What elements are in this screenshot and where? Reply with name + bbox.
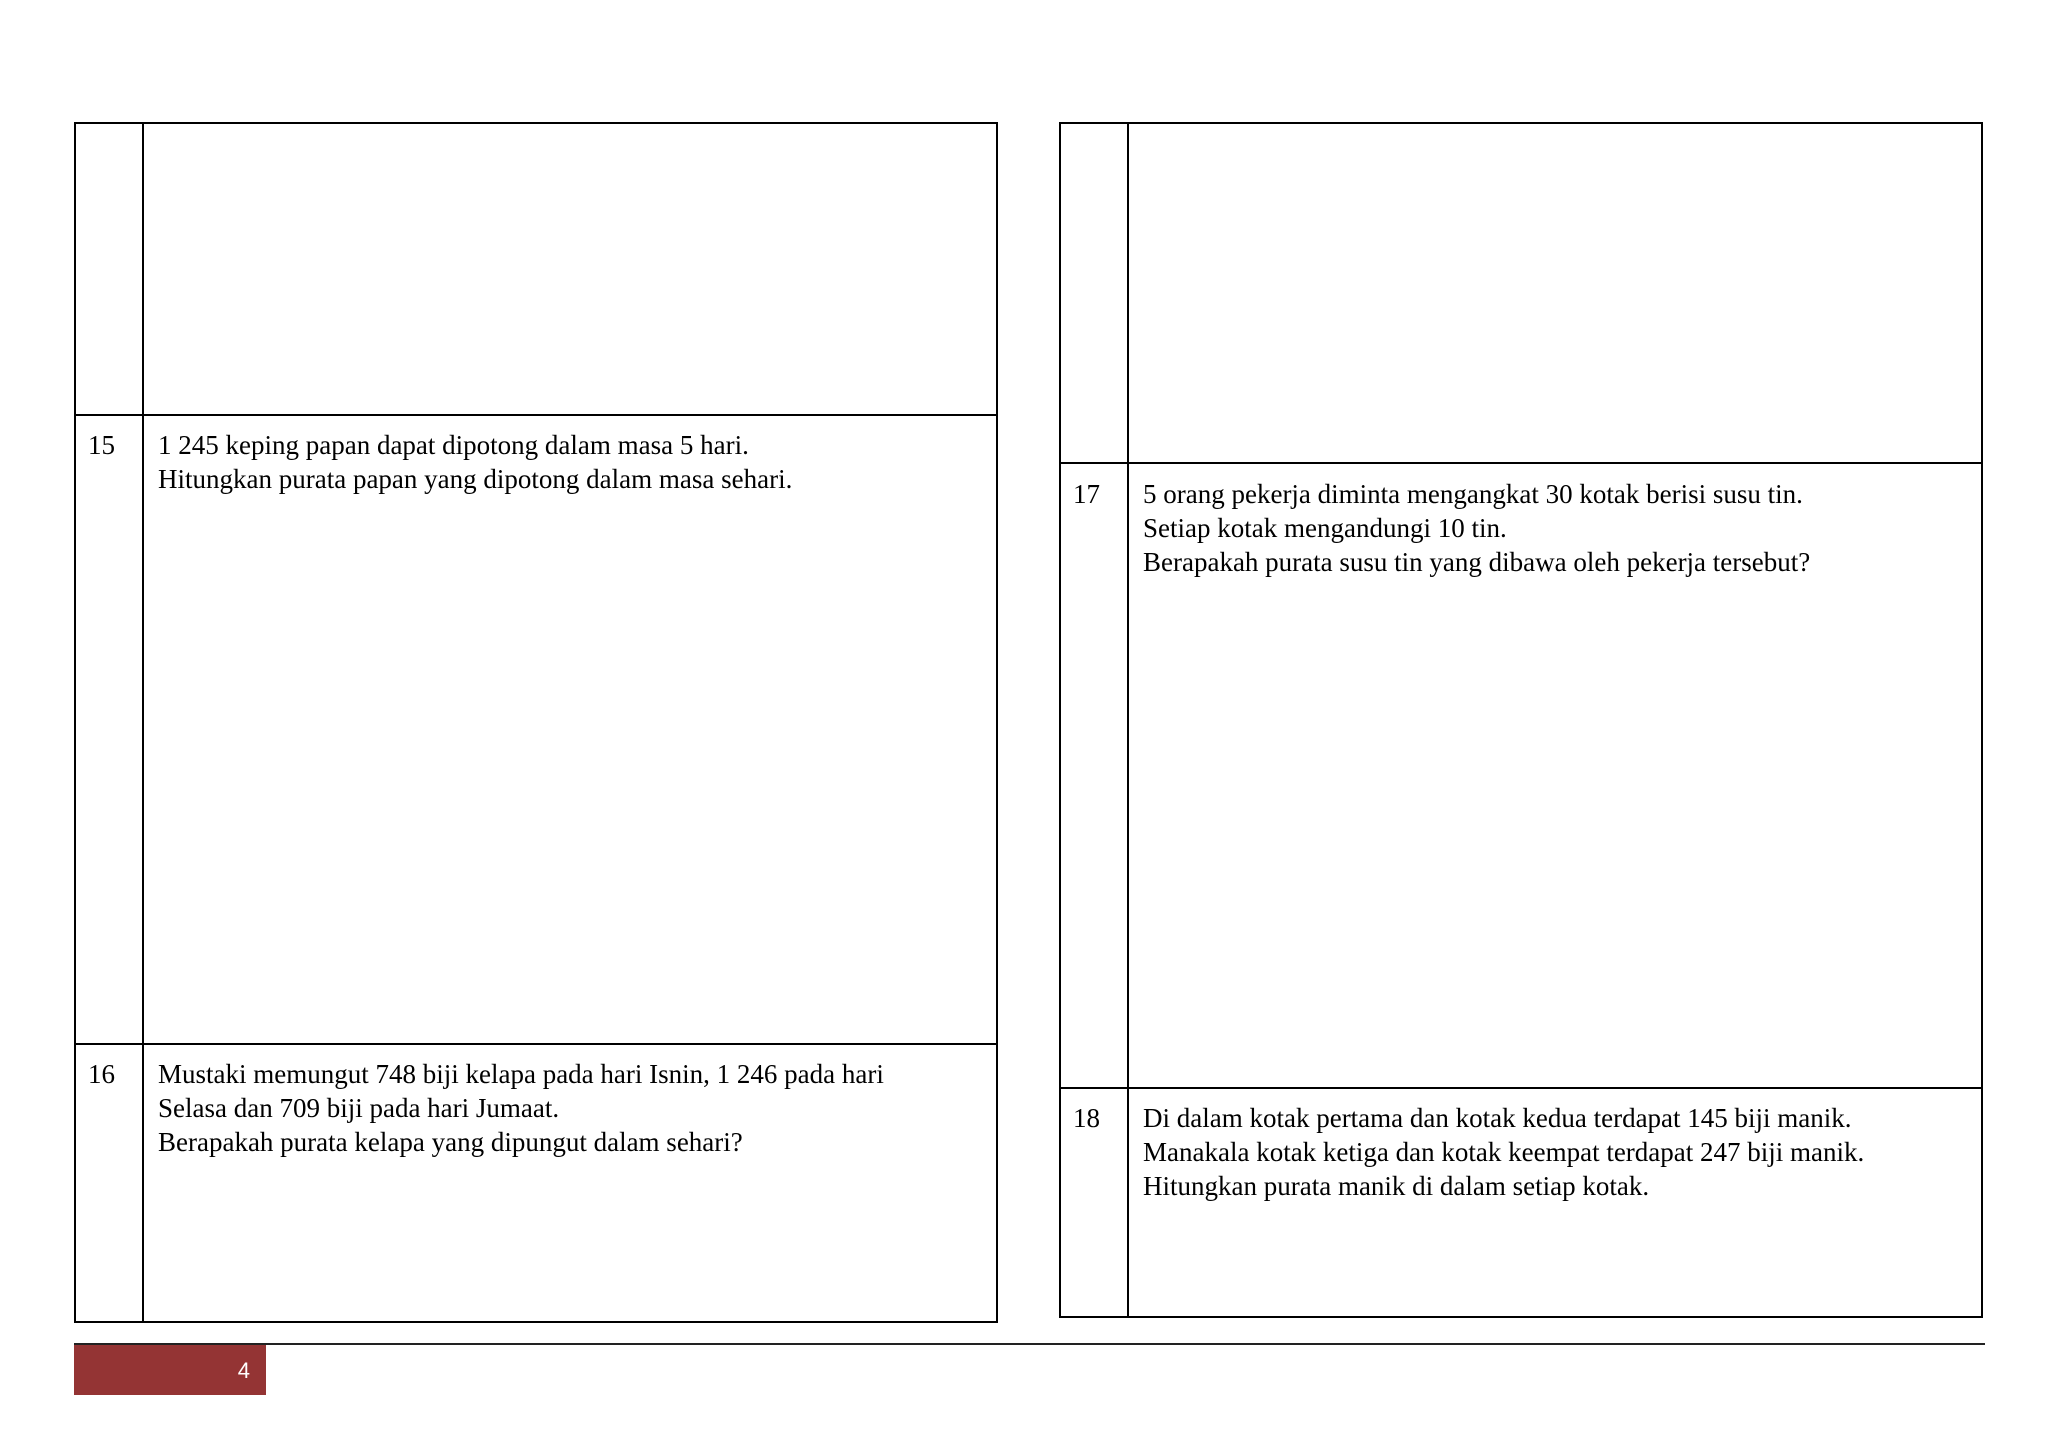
question-line: Hitungkan purata papan yang dipotong dalam masa sehari.	[158, 464, 793, 494]
question-text-17	[1143, 477, 1810, 579]
question-table-right	[1059, 122, 1983, 1318]
number-column-divider	[142, 124, 144, 1321]
question-line: Di dalam kotak pertama dan kotak kedua terdapat 145 biji manik.	[1143, 1103, 1852, 1133]
question-line: Setiap kotak mengandungi 10 tin.	[1143, 513, 1507, 543]
question-text-18	[1143, 1101, 1864, 1203]
question-number-17: 17	[1073, 479, 1100, 509]
page-number: 4	[237, 1358, 250, 1383]
number-column-divider	[1127, 124, 1129, 1316]
question-text-16	[158, 1057, 884, 1159]
question-line: Selasa dan 709 biji pada hari Jumaat.	[158, 1093, 560, 1123]
question-line: Berapakah purata susu tin yang dibawa oleh pekerja tersebut?	[1143, 547, 1811, 577]
question-line: 5 orang pekerja diminta mengangkat 30 kotak berisi susu tin.	[1143, 479, 1803, 509]
row-divider	[1061, 1087, 1981, 1089]
question-table-left	[74, 122, 998, 1323]
question-number-18: 18	[1073, 1103, 1100, 1133]
question-line: Hitungkan purata manik di dalam setiap kotak.	[1143, 1171, 1650, 1201]
question-number-16: 16	[88, 1059, 115, 1089]
row-divider	[1061, 462, 1981, 464]
page-number-tab	[74, 1345, 266, 1395]
question-line: 1 245 keping papan dapat dipotong dalam masa 5 hari.	[158, 430, 749, 460]
row-divider	[76, 1043, 996, 1045]
question-line: Manakala kotak ketiga dan kotak keempat terdapat 247 biji manik.	[1143, 1137, 1865, 1167]
question-number-15: 15	[88, 430, 115, 460]
row-divider	[76, 414, 996, 416]
footer-rule	[74, 1343, 1985, 1345]
question-line: Mustaki memungut 748 biji kelapa pada hari Isnin, 1 246 pada hari	[158, 1059, 884, 1089]
question-text-15	[158, 428, 792, 496]
question-line: Berapakah purata kelapa yang dipungut dalam sehari?	[158, 1127, 743, 1157]
